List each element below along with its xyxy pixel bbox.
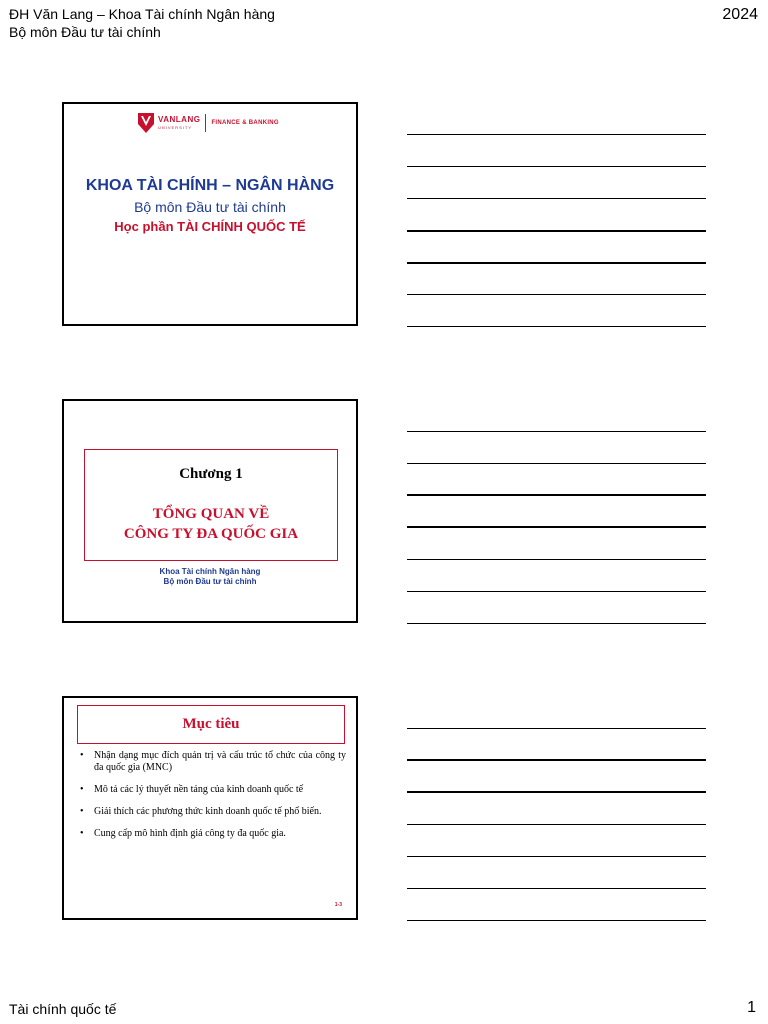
logo-name: VANLANG — [158, 115, 201, 124]
page-header — [9, 5, 275, 41]
bullet: • — [80, 750, 84, 761]
list-item — [78, 806, 346, 818]
note-line — [407, 198, 706, 199]
note-line — [407, 262, 706, 264]
slide-thumbnail-2 — [62, 399, 358, 623]
objectives-title: Mục tiêu — [182, 716, 240, 732]
chapter-label: Chương 1 — [179, 466, 243, 482]
header-line-2: Bộ môn Đầu tư tài chính — [9, 24, 161, 40]
note-line — [407, 526, 706, 528]
note-line — [407, 463, 706, 464]
note-line — [407, 791, 706, 793]
objectives-title-box — [77, 705, 345, 744]
logo-department: FINANCE & BANKING — [211, 120, 279, 126]
bullet: • — [80, 784, 84, 795]
header-line-1: ĐH Văn Lang – Khoa Tài chính Ngân hàng — [9, 6, 275, 22]
vanlang-logo — [138, 112, 279, 134]
header-year: 2024 — [722, 6, 758, 23]
slide-thumbnail-1 — [62, 102, 358, 326]
vanlang-shield-icon — [138, 113, 154, 133]
logo-divider — [205, 114, 206, 132]
list-item — [78, 750, 346, 774]
list-item-text: Cung cấp mô hình định giá công ty đa quốc gia. — [94, 828, 286, 839]
list-item — [78, 784, 346, 796]
note-line — [407, 166, 706, 167]
footer-page-number: 1 — [747, 999, 756, 1016]
footer-course: Tài chính quốc tế — [9, 1001, 117, 1017]
slide-footer-faculty: Khoa Tài chính Ngân hàng — [159, 567, 261, 576]
list-item-text: Nhận dạng mục đích quản trị và cấu trúc tổ chức của công ty đa quốc gia (MNC) — [94, 750, 346, 773]
note-line — [407, 856, 706, 857]
note-line — [407, 294, 706, 295]
note-line — [407, 326, 706, 327]
bullet: • — [80, 806, 84, 817]
bullet: • — [80, 828, 84, 839]
note-line — [407, 728, 706, 729]
note-line — [407, 920, 706, 921]
faculty-title: KHOA TÀI CHÍNH – NGÂN HÀNG — [85, 177, 335, 194]
note-line — [407, 591, 706, 592]
chapter-box — [84, 449, 338, 561]
note-line — [407, 230, 706, 232]
note-line — [407, 559, 706, 560]
list-item — [78, 828, 346, 840]
slide-footer-department: Bộ môn Đầu tư tài chính — [163, 577, 257, 586]
note-line — [407, 623, 706, 624]
objectives-list — [78, 750, 346, 850]
slide-thumbnail-3 — [62, 696, 358, 920]
department-subtitle: Bộ môn Đầu tư tài chính — [134, 199, 286, 215]
course-title: Học phần TÀI CHÍNH QUỐC TẾ — [114, 219, 306, 234]
note-line — [407, 824, 706, 825]
note-line — [407, 134, 706, 135]
logo-subtitle: UNIVERSITY — [158, 125, 193, 130]
list-item-text: Giải thích các phương thức kinh doanh quốc tế phổ biến. — [94, 806, 322, 817]
note-line — [407, 888, 706, 889]
note-line — [407, 431, 706, 432]
note-line — [407, 494, 706, 496]
chapter-title-line-1: TỔNG QUAN VỀ — [152, 506, 270, 522]
note-line — [407, 759, 706, 761]
list-item-text: Mô tả các lý thuyết nền tảng của kinh doanh quốc tế — [94, 784, 304, 795]
slide-page-label: 1-3 — [334, 902, 342, 908]
chapter-title-line-2: CÔNG TY ĐA QUỐC GIA — [123, 526, 299, 542]
